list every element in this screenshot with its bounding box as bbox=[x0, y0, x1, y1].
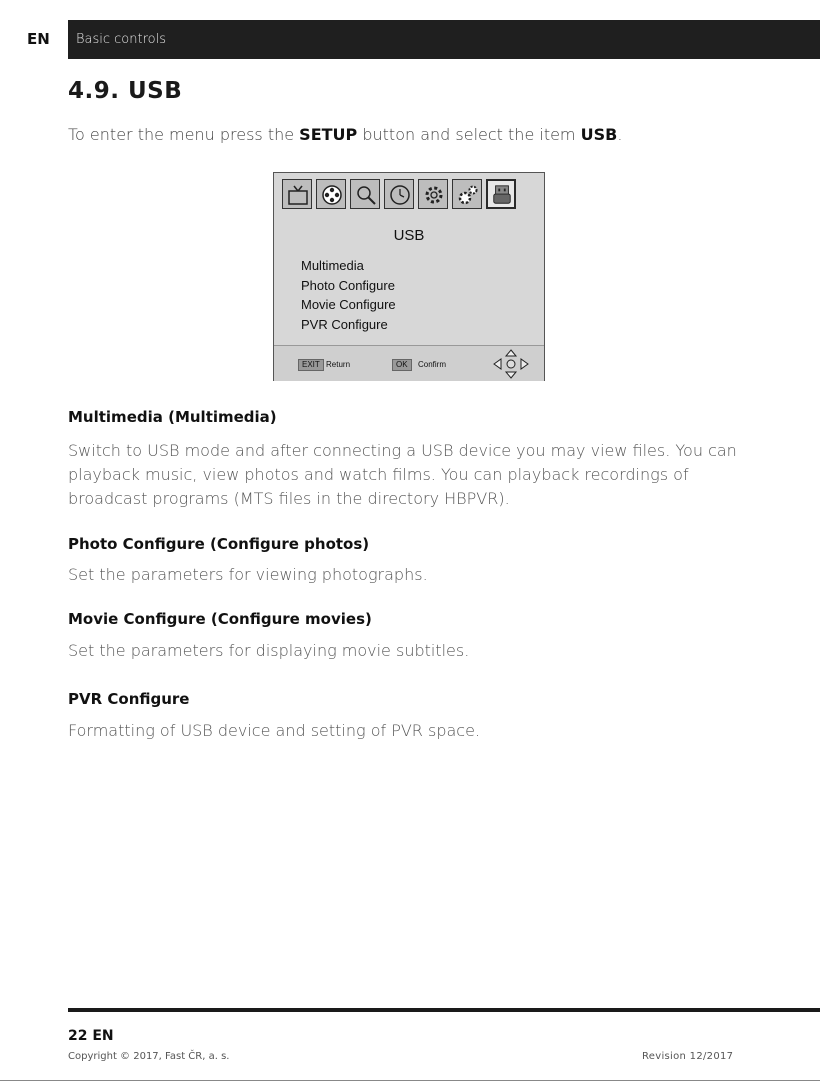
gear-icon bbox=[418, 179, 448, 209]
gears-icon bbox=[452, 179, 482, 209]
language-badge: EN bbox=[0, 20, 60, 59]
film-reel-icon bbox=[316, 179, 346, 209]
intro-text: To enter the menu press the SETUP button and select the item USB. bbox=[68, 125, 623, 144]
page-title: 4.9. USB bbox=[68, 78, 183, 104]
usb-stick-icon bbox=[486, 179, 516, 209]
usb-keyword: USB bbox=[580, 125, 618, 144]
heading-pvr-configure: PVR Configure bbox=[68, 690, 190, 708]
revision: Revision 12/2017 bbox=[642, 1051, 734, 1062]
menu-footer bbox=[274, 345, 544, 381]
footer-divider bbox=[68, 1008, 820, 1012]
ok-key: OK bbox=[392, 359, 412, 371]
copyright: Copyright © 2017, Fast ČR, a. s. bbox=[68, 1051, 230, 1062]
clock-icon bbox=[384, 179, 414, 209]
menu-list bbox=[301, 256, 396, 334]
text-photo-configure: Set the parameters for viewing photographs. bbox=[68, 565, 428, 584]
navigation-arrows-icon bbox=[492, 349, 530, 379]
menu-title: USB bbox=[393, 227, 425, 244]
ok-label: Confirm bbox=[418, 360, 447, 369]
page-number: 22 EN bbox=[68, 1028, 114, 1044]
exit-label: Return bbox=[326, 360, 351, 369]
exit-key: EXIT bbox=[298, 359, 324, 371]
text-pvr-configure: Formatting of USB device and setting of PVR space. bbox=[68, 721, 481, 740]
section-title: Basic controls bbox=[68, 20, 820, 59]
menu-item-photo-configure[interactable]: Photo Configure bbox=[301, 277, 395, 293]
magnifier-icon bbox=[350, 179, 380, 209]
text-multimedia: Switch to USB mode and after connecting a USB device you may view files. You can playback music, view photos and watch films. You can playback recordings of broadcast programs (MTS files in the directory HBPVR). bbox=[68, 441, 737, 508]
menu-item-pvr-configure[interactable]: PVR Configure bbox=[301, 316, 388, 332]
header-bar bbox=[0, 20, 820, 59]
tv-icon bbox=[282, 179, 312, 209]
heading-multimedia: Multimedia (Multimedia) bbox=[68, 408, 277, 426]
usb-menu-screenshot bbox=[273, 172, 545, 381]
bottom-divider bbox=[0, 1080, 820, 1081]
menu-item-multimedia[interactable]: Multimedia bbox=[301, 258, 364, 273]
heading-photo-configure: Photo Configure (Configure photos) bbox=[68, 535, 370, 553]
heading-movie-configure: Movie Configure (Configure movies) bbox=[68, 610, 372, 628]
setup-keyword: SETUP bbox=[299, 125, 358, 144]
menu-tab-bar bbox=[282, 179, 516, 213]
menu-item-movie-configure[interactable]: Movie Configure bbox=[301, 297, 396, 312]
text-movie-configure: Set the parameters for displaying movie subtitles. bbox=[68, 641, 470, 660]
